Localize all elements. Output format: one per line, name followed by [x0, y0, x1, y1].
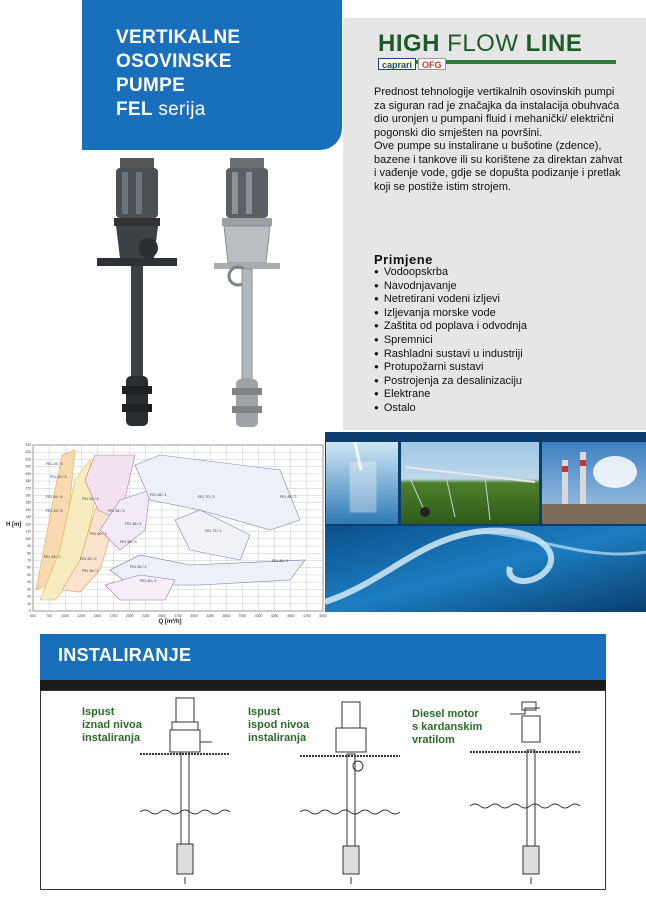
install-label-line: Ispust: [248, 706, 281, 718]
chart-series-label: FEL 80 / 1: [272, 559, 289, 563]
chart-series-label: FEL 45 / 5: [46, 509, 63, 513]
title-line-3: PUMPE: [116, 75, 186, 96]
title-line-4: [116, 98, 240, 122]
chart-x-tick: 1000: [61, 614, 69, 618]
list-item: ● Protupožarni sustavi: [374, 361, 527, 375]
install-drawing-diesel: [470, 694, 580, 886]
description-paragraph-1: Prednost tehnologije vertikalnih osovinskih pumpi za siguran rad je značajka da instalacija obuhvaća dio uronjen u pumpani fluid i mehanički/ električni pogonski dio smješten na površini.: [374, 86, 620, 139]
chart-x-tick: 1500: [93, 614, 102, 618]
chart-series-label: FEL 54 / 2: [82, 569, 99, 573]
chart-series-label: FEL 85 / 2: [280, 495, 297, 499]
description-paragraph-2: Ove pumpe su instalirane u bušotine (zdence), bazene i tankove ili su korištene za direktan zahvat i vađenje vode, gdje se dopušta podizanje i pretlak koji se postiže istim strojem.: [374, 140, 623, 193]
chart-y-tick: 30: [27, 587, 31, 592]
install-label-line: iznad nivoa: [82, 719, 142, 731]
brand-title: [378, 30, 618, 58]
install-drawing-below: [300, 694, 410, 886]
chart-y-tick: 180: [25, 479, 31, 484]
install-label-line: Diesel motor: [412, 708, 479, 720]
chart-series-label: FEL 75 / 1: [205, 529, 222, 533]
chart-x-tick: 4000: [254, 614, 263, 618]
chart-series-label: FEL 56 / 3: [120, 540, 137, 544]
installation-divider: [40, 680, 606, 690]
chart-series-label: FEL 56 / 4: [125, 522, 142, 526]
install-label-line: instaliranja: [82, 732, 141, 744]
chart-y-tick: 230: [25, 443, 31, 447]
chart-y-tick: 130: [25, 515, 31, 520]
brand-logos: [378, 58, 446, 70]
brand-word-line: LINE: [525, 30, 583, 57]
chart-y-tick: 220: [25, 450, 31, 455]
chart-x-tick: 3500: [222, 614, 231, 618]
chart-x-tick: 4500: [287, 614, 295, 618]
chart-series-label: FEL 40 / 3: [50, 475, 67, 479]
brand-heading: [378, 30, 618, 58]
chart-series-label: FEL 60 / 1: [140, 579, 157, 583]
chart-series-label: FEL 48 / 2: [44, 555, 61, 559]
chart-x-tick: 3250: [206, 614, 214, 618]
chart-x-tick: 750: [46, 614, 52, 618]
installation-title: INSTALIRANJE: [58, 645, 192, 665]
chart-y-tick: 40: [27, 580, 31, 585]
chart-x-tick: 500: [30, 614, 36, 618]
list-item: ● Rashladni sustavi u industriji: [374, 348, 527, 362]
chart-x-tick: 1250: [77, 614, 86, 618]
install-label-line: s kardanskim: [412, 721, 483, 733]
chart-series-label: FEL 60 / 2: [130, 565, 147, 569]
series-suffix: serija: [152, 99, 206, 120]
brand-word-flow: FLOW: [447, 30, 519, 57]
chart-x-tick: 5000: [319, 614, 327, 618]
chart-x-tick: 2000: [125, 614, 134, 618]
performance-chart: [0, 440, 325, 625]
pump-image-dark: [92, 158, 182, 430]
chart-x-tick: 3750: [238, 614, 247, 618]
chart-x-tick: 4750: [303, 614, 311, 618]
chart-y-tick: 150: [25, 500, 31, 505]
chart-y-tick: 140: [25, 507, 31, 512]
power-plant-photo: [542, 442, 646, 524]
chart-y-tick: 110: [25, 529, 31, 534]
pump-image-steel: [202, 158, 292, 430]
install-drawing-above: [140, 694, 250, 886]
list-item: ● Zaštita od poplava i odvodnja: [374, 320, 527, 334]
chart-series-label: FEL 25 / 3: [46, 462, 63, 466]
chart-y-tick: 20: [27, 594, 31, 599]
wave-photo: [325, 526, 646, 612]
list-item: ● Netretirani vodeni izljevi: [374, 293, 527, 307]
chart-y-label: H [m]: [6, 522, 22, 528]
chart-y-tick: 90: [27, 544, 31, 549]
list-item: ● Elektrane: [374, 388, 527, 402]
caprari-logo: caprari: [378, 58, 416, 70]
chart-y-tick: 80: [27, 551, 31, 556]
water-glass-photo: [326, 442, 398, 524]
description: [374, 86, 624, 194]
applications-list: [374, 266, 527, 416]
chart-y-tick: 160: [25, 493, 31, 498]
series-name: FEL: [116, 99, 153, 120]
chart-x-label: Q [m³/h]: [158, 619, 182, 625]
title-line-2: OSOVINSKE: [116, 51, 232, 72]
chart-series-label: FEL 54 / 3: [108, 509, 125, 513]
list-item: ● Postrojenja za desalinizaciju: [374, 375, 527, 389]
chart-y-tick: 190: [25, 471, 31, 476]
chart-series-label: FEL 70 / 3: [198, 495, 215, 499]
applications-title: Primjene: [374, 252, 433, 267]
chart-y-tick: 60: [27, 565, 31, 570]
chart-series-label: FEL 45 / 4: [46, 495, 63, 499]
install-label-line: ispod nivoa: [248, 719, 310, 731]
chart-x-tick: 2250: [142, 614, 150, 618]
chart-x-tick: 3000: [190, 614, 198, 618]
install-label-line: vratilom: [412, 734, 455, 746]
install-label-line: Ispust: [82, 706, 115, 718]
page-title: [116, 26, 240, 122]
chart-y-tick: 100: [25, 536, 31, 541]
install-label-above: [82, 706, 142, 745]
chart-y-tick: 200: [25, 464, 31, 469]
chart-y-tick: 50: [27, 572, 31, 577]
list-item: ● Spremnici: [374, 334, 527, 348]
chart-x-tick: 4250: [270, 614, 279, 618]
chart-x-tick: 2500: [158, 614, 166, 618]
title-line-1: VERTIKALNE: [116, 27, 241, 48]
chart-y-tick: 0: [29, 609, 31, 613]
chart-y-tick: 70: [27, 558, 31, 563]
list-item: ● Navodnjavanje: [374, 280, 527, 294]
chart-series-label: FEL 60 / 3: [90, 532, 107, 536]
ofg-logo: OFG: [418, 58, 446, 70]
chart-x-tick: 2750: [174, 614, 182, 618]
irrigation-photo: [401, 442, 539, 524]
chart-y-tick: 170: [25, 486, 31, 491]
list-item: ● Ostalo: [374, 402, 527, 416]
brand-word-high: HIGH: [378, 30, 440, 57]
list-item: ● Vodoopskrba: [374, 266, 527, 280]
chart-series-label: FEL 52 / 2: [80, 557, 97, 561]
install-label-line: instaliranja: [248, 732, 307, 744]
chart-y-tick: 10: [27, 601, 31, 606]
chart-y-tick: 210: [25, 457, 31, 462]
chart-series-label: FEL 52 / 3: [82, 497, 99, 501]
chart-series-label: FEL 68 / 1: [150, 493, 167, 497]
chart-x-tick: 1750: [109, 614, 118, 618]
photo-collage: [325, 432, 646, 612]
list-item: ● Izljevanja morske vode: [374, 307, 527, 321]
chart-y-tick: 120: [25, 522, 31, 527]
